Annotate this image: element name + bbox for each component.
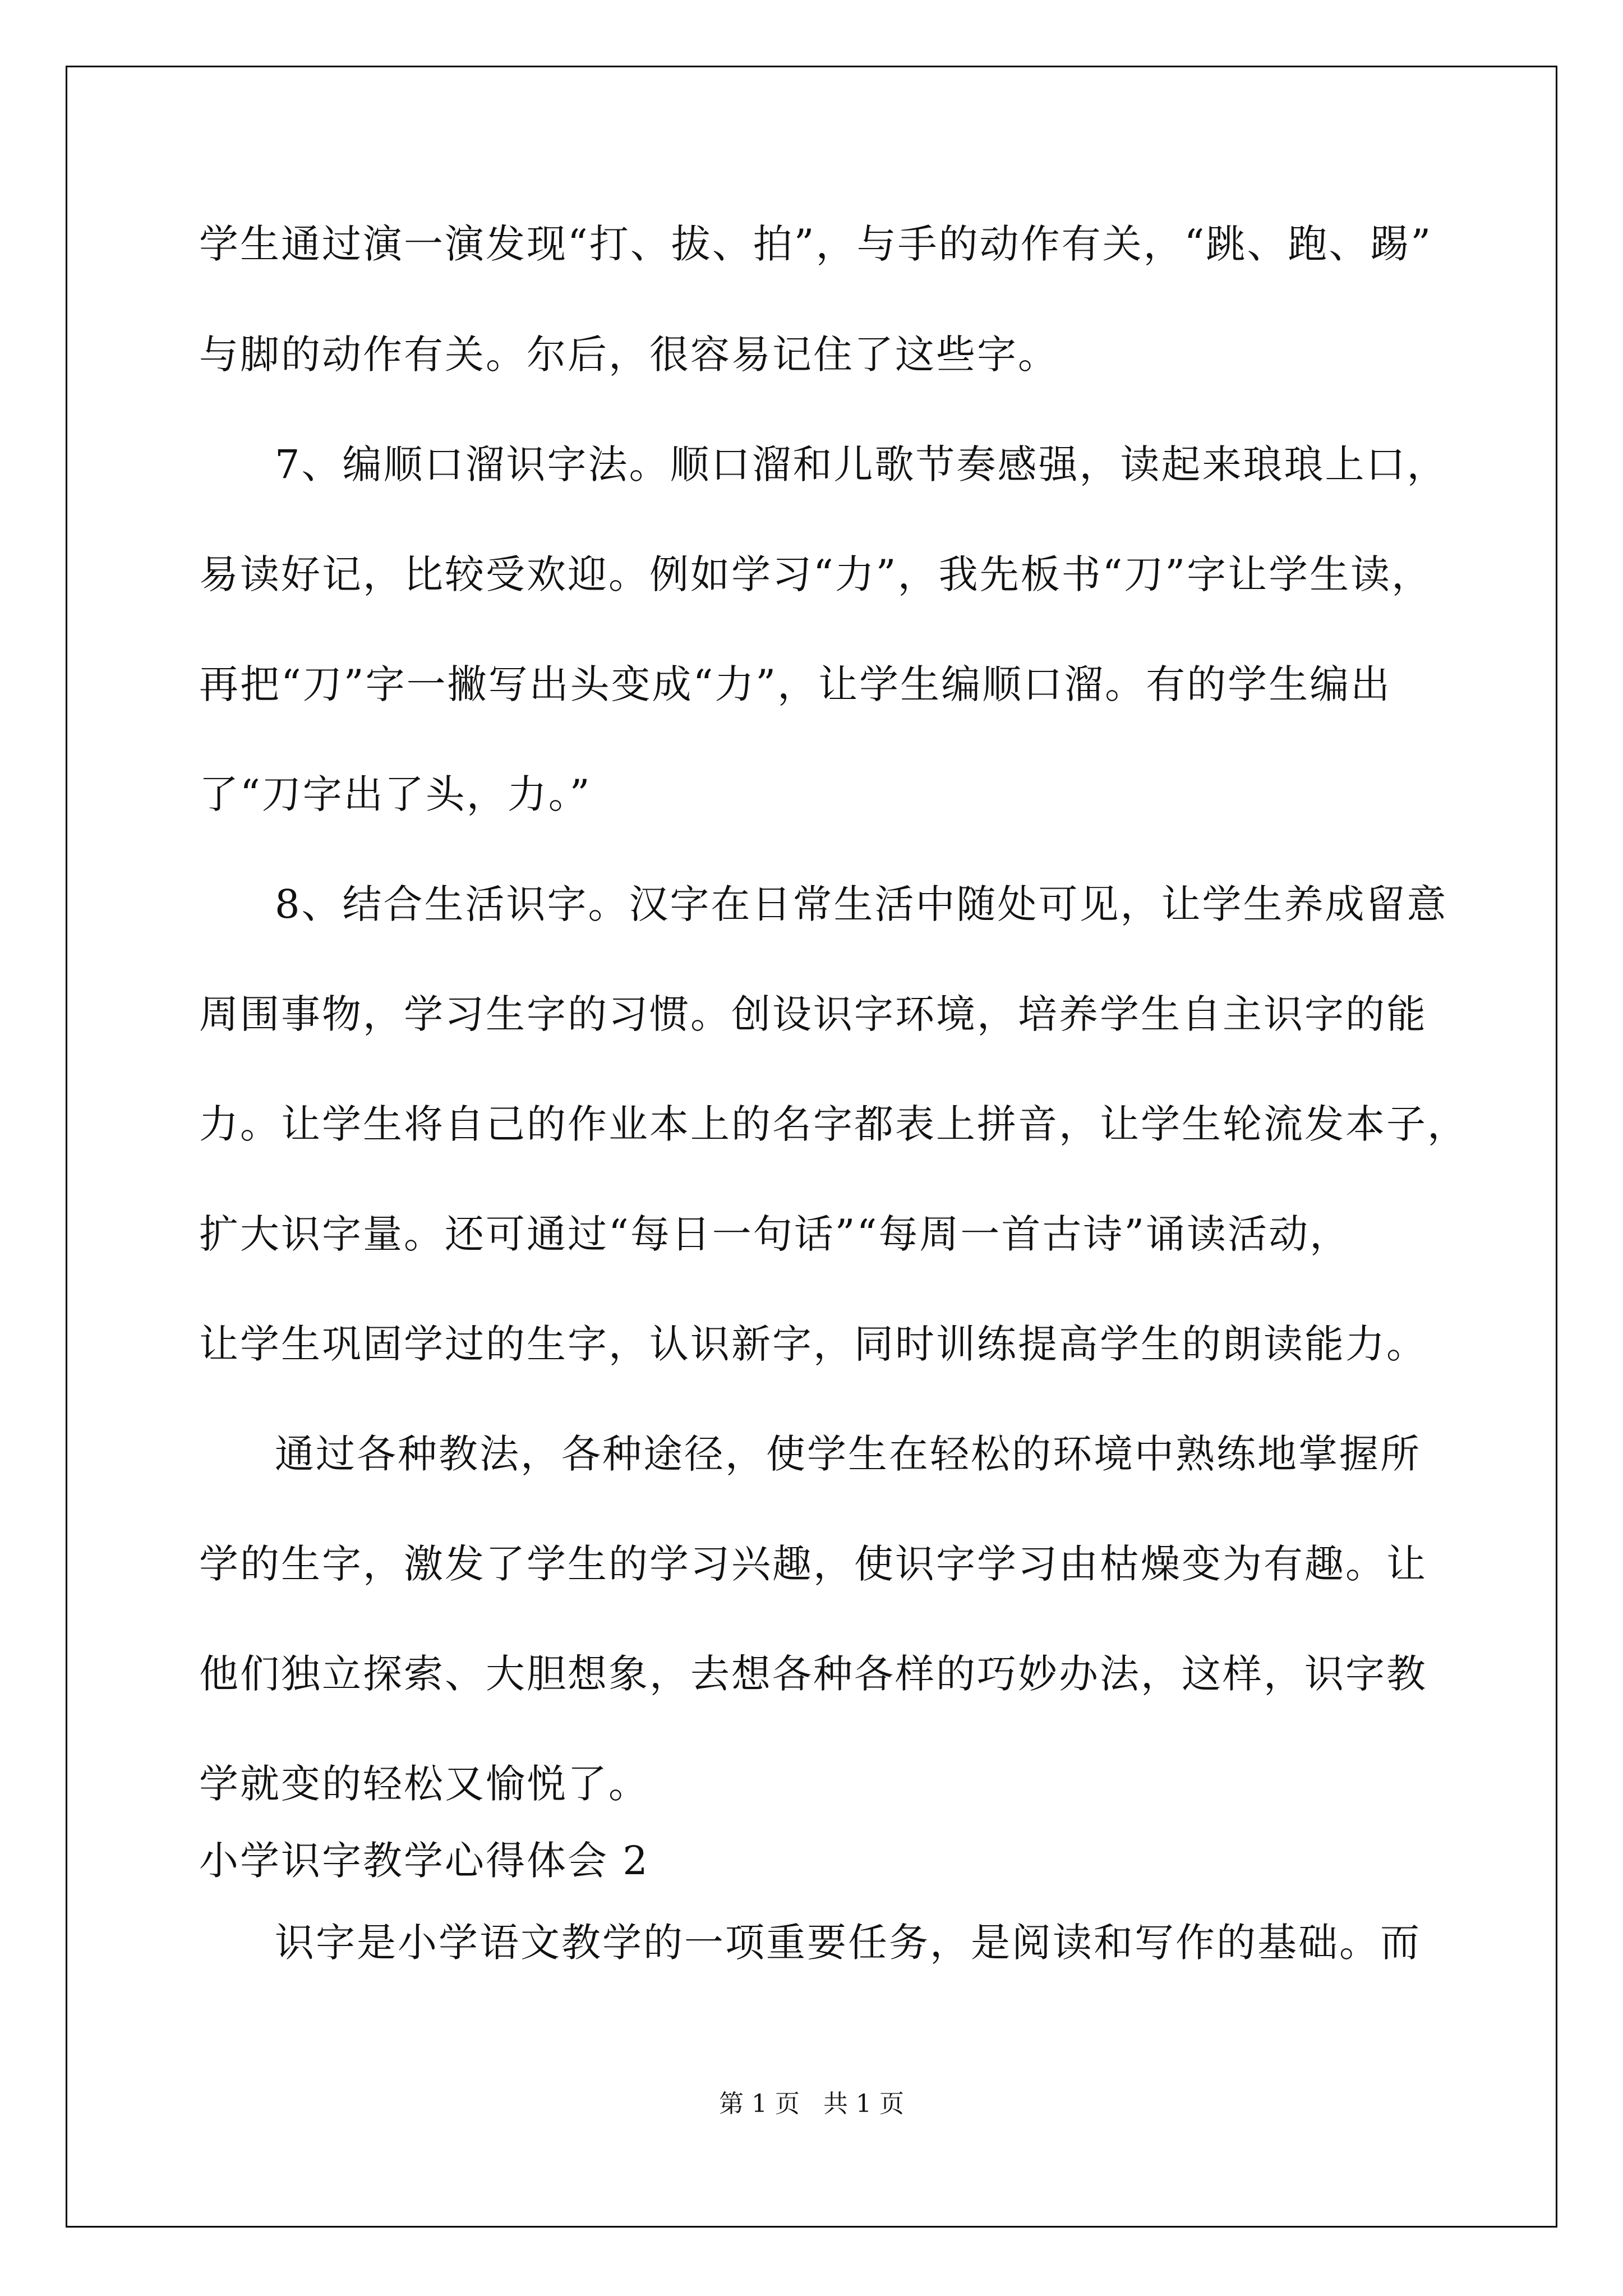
paragraph-7-line-4: 了“刀字出了头，力。” <box>199 771 592 817</box>
summary-line-1: 通过各种教法，各种途径，使学生在轻松的环境中熟练地掌握所 <box>275 1431 1421 1477</box>
paragraph-8-line-1: 8、结合生活识字。汉字在日常生活中随处可见，让学生养成留意 <box>275 881 1448 927</box>
paragraph-8-line-5: 让学生巩固学过的生字，认识新字，同时训练提高学生的朗读能力。 <box>199 1321 1427 1367</box>
paragraph-7-line-3: 再把“刀”字一撇写出头变成“力”，让学生编顺口溜。有的学生编出 <box>199 661 1392 707</box>
paragraph-7-line-1: 7、编顺口溜识字法。顺口溜和儿歌节奏感强，读起来琅琅上口， <box>275 441 1448 487</box>
summary-line-2: 学的生字，激发了学生的学习兴趣，使识字学习由枯燥变为有趣。让 <box>199 1541 1427 1587</box>
summary-line-3: 他们独立探索、大胆想象，去想各种各样的巧妙办法，这样，识字教 <box>199 1651 1427 1697</box>
paragraph-8-line-2: 周围事物，学习生字的习惯。创设识字环境，培养学生自主识字的能 <box>199 991 1427 1037</box>
paragraph-7-line-2: 易读好记，比较受欢迎。例如学习“力”，我先板书“刀”字让学生读， <box>199 551 1433 597</box>
page-footer: 第 1 页 共 1 页 <box>719 2090 904 2118</box>
body-line-2: 与脚的动作有关。尔后，很容易记住了这些字。 <box>199 332 1059 378</box>
section-heading: 小学识字教学心得体会 2 <box>199 1838 649 1884</box>
paragraph-8-line-3: 力。让学生将自己的作业本上的名字都表上拼音，让学生轮流发本子， <box>199 1101 1468 1147</box>
summary-line-4: 学就变的轻松又愉悦了。 <box>199 1761 649 1807</box>
paragraph-8-line-4: 扩大识字量。还可通过“每日一句话”“每周一首古诗”诵读活动， <box>199 1211 1351 1257</box>
body-line-1: 学生通过演一演发现“打、拔、拍”，与手的动作有关，“跳、跑、踢” <box>199 221 1433 267</box>
section-2-line-1: 识字是小学语文教学的一项重要任务，是阅读和写作的基础。而 <box>275 1920 1421 1966</box>
